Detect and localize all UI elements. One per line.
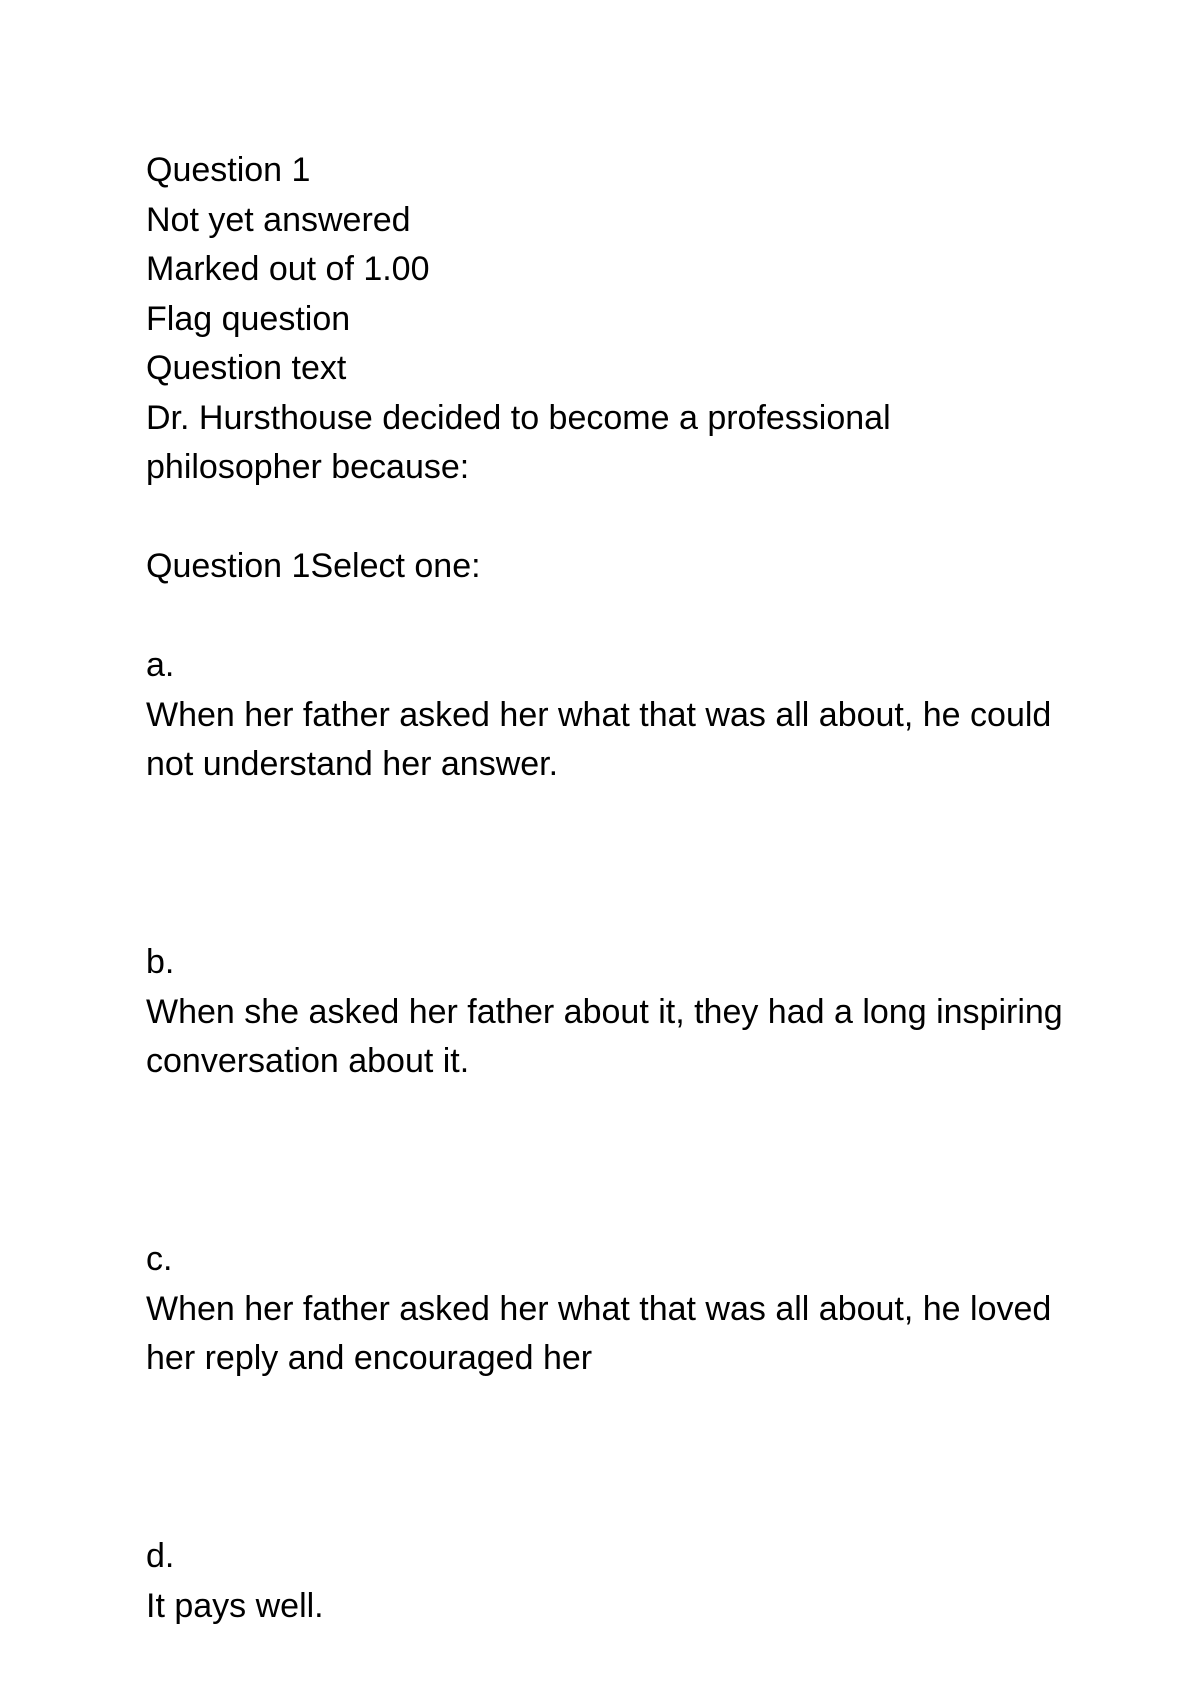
question-state: Not yet answered xyxy=(146,200,411,239)
select-one-prompt: Question 1Select one: xyxy=(146,547,481,585)
option-text[interactable]: When she asked her father about it, they had a long inspiring conversation about it. xyxy=(146,992,1063,1080)
option-letter: c. xyxy=(146,1240,173,1278)
option-text[interactable]: When her father asked her what that was all about, he loved her reply and encouraged her xyxy=(146,1289,1052,1377)
answer-option-b[interactable] xyxy=(146,938,1066,1087)
question-text: Dr. Hursthouse decided to become a professional philosopher because: xyxy=(146,398,891,486)
option-letter: b. xyxy=(146,943,175,981)
answer-option-a[interactable] xyxy=(146,641,1066,790)
question-number: Question 1 xyxy=(146,151,311,189)
quiz-question-page xyxy=(146,146,1066,1631)
option-letter: d. xyxy=(146,1537,175,1575)
flag-question-link[interactable]: Flag question xyxy=(146,299,351,338)
option-letter: a. xyxy=(146,646,175,684)
option-text[interactable]: It pays well. xyxy=(146,1586,324,1625)
question-text-heading: Question text xyxy=(146,349,347,387)
option-text[interactable]: When her father asked her what that was all about, he could not understand her answer. xyxy=(146,695,1052,783)
answer-option-d[interactable] xyxy=(146,1532,1066,1631)
question-marks: Marked out of 1.00 xyxy=(146,250,430,288)
answer-option-c[interactable] xyxy=(146,1235,1066,1384)
